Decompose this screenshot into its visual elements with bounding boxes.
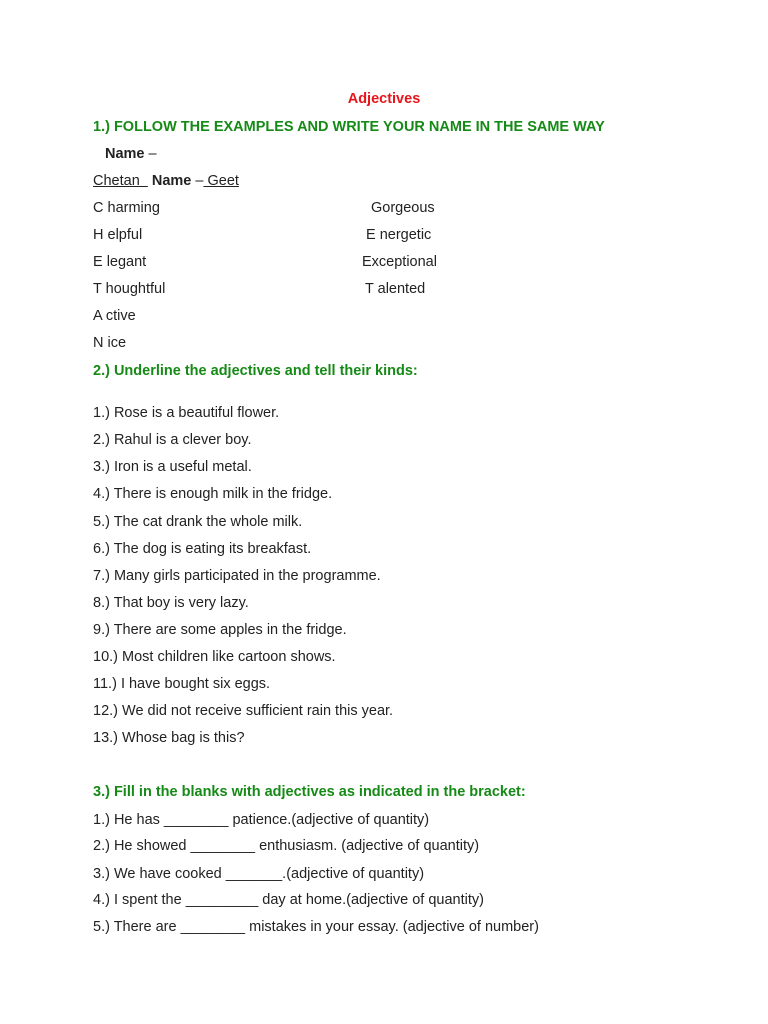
example-name-label: Name	[151, 173, 192, 189]
example-second-name: Geet	[203, 173, 239, 189]
acrostic-left-item: A ctive	[93, 308, 136, 324]
exercise-2-item: 11.) I have bought six eggs.	[93, 676, 271, 692]
exercise-2-item: 9.) There are some apples in the fridge.	[93, 622, 347, 638]
exercise-3-item: 4.) I spent the _________ day at home.(adjective of quantity)	[93, 892, 484, 908]
acrostic-right-item: Exceptional	[362, 254, 437, 270]
section-2-heading: 2.) Underline the adjectives and tell their kinds:	[93, 363, 418, 379]
exercise-2-item: 12.) We did not receive sufficient rain this year.	[93, 703, 394, 719]
acrostic-left-item: C harming	[93, 200, 160, 216]
name-label: Name	[105, 146, 145, 162]
exercise-2-item: 8.) That boy is very lazy.	[93, 595, 249, 611]
exercise-2-item: 5.) The cat drank the whole milk.	[93, 514, 303, 530]
exercise-2-item: 1.) Rose is a beautiful flower.	[93, 405, 280, 421]
name-dash: –	[144, 146, 157, 162]
exercise-2-item: 10.) Most children like cartoon shows.	[93, 649, 336, 665]
example-first-name: Chetan	[93, 173, 148, 189]
exercise-3-item: 2.) He showed ________ enthusiasm. (adjective of quantity)	[93, 838, 480, 854]
exercise-3-item: 3.) We have cooked _______.(adjective of quantity)	[93, 866, 425, 882]
acrostic-left-item: E legant	[93, 254, 147, 270]
exercise-2-item: 4.) There is enough milk in the fridge.	[93, 486, 333, 502]
section-1-heading: 1.) FOLLOW THE EXAMPLES AND WRITE YOUR NAME IN THE SAME WAY	[93, 119, 605, 135]
exercise-2-item: 2.) Rahul is a clever boy.	[93, 432, 252, 448]
example-dash: –	[191, 173, 204, 189]
name-prompt	[105, 145, 157, 163]
exercise-3-item: 5.) There are ________ mistakes in your essay. (adjective of number)	[93, 919, 539, 935]
exercise-2-item: 13.) Whose bag is this?	[93, 730, 245, 746]
acrostic-right-item: T alented	[365, 281, 426, 297]
acrostic-left-item: N ice	[93, 335, 127, 351]
exercise-2-item: 3.) Iron is a useful metal.	[93, 459, 252, 475]
exercise-3-item: 1.) He has ________ patience.(adjective of quantity)	[93, 812, 430, 828]
page-title: Adjectives	[347, 91, 421, 107]
section-3-heading: 3.) Fill in the blanks with adjectives as indicated in the bracket:	[93, 784, 526, 800]
acrostic-left-item: T houghtful	[93, 281, 166, 297]
exercise-2-item: 7.) Many girls participated in the programme.	[93, 568, 381, 584]
exercise-2-item: 6.) The dog is eating its breakfast.	[93, 541, 312, 557]
name-example	[93, 172, 239, 190]
acrostic-right-item: E nergetic	[366, 227, 432, 243]
acrostic-right-item: Gorgeous	[371, 200, 435, 216]
acrostic-left-item: H elpful	[93, 227, 143, 243]
